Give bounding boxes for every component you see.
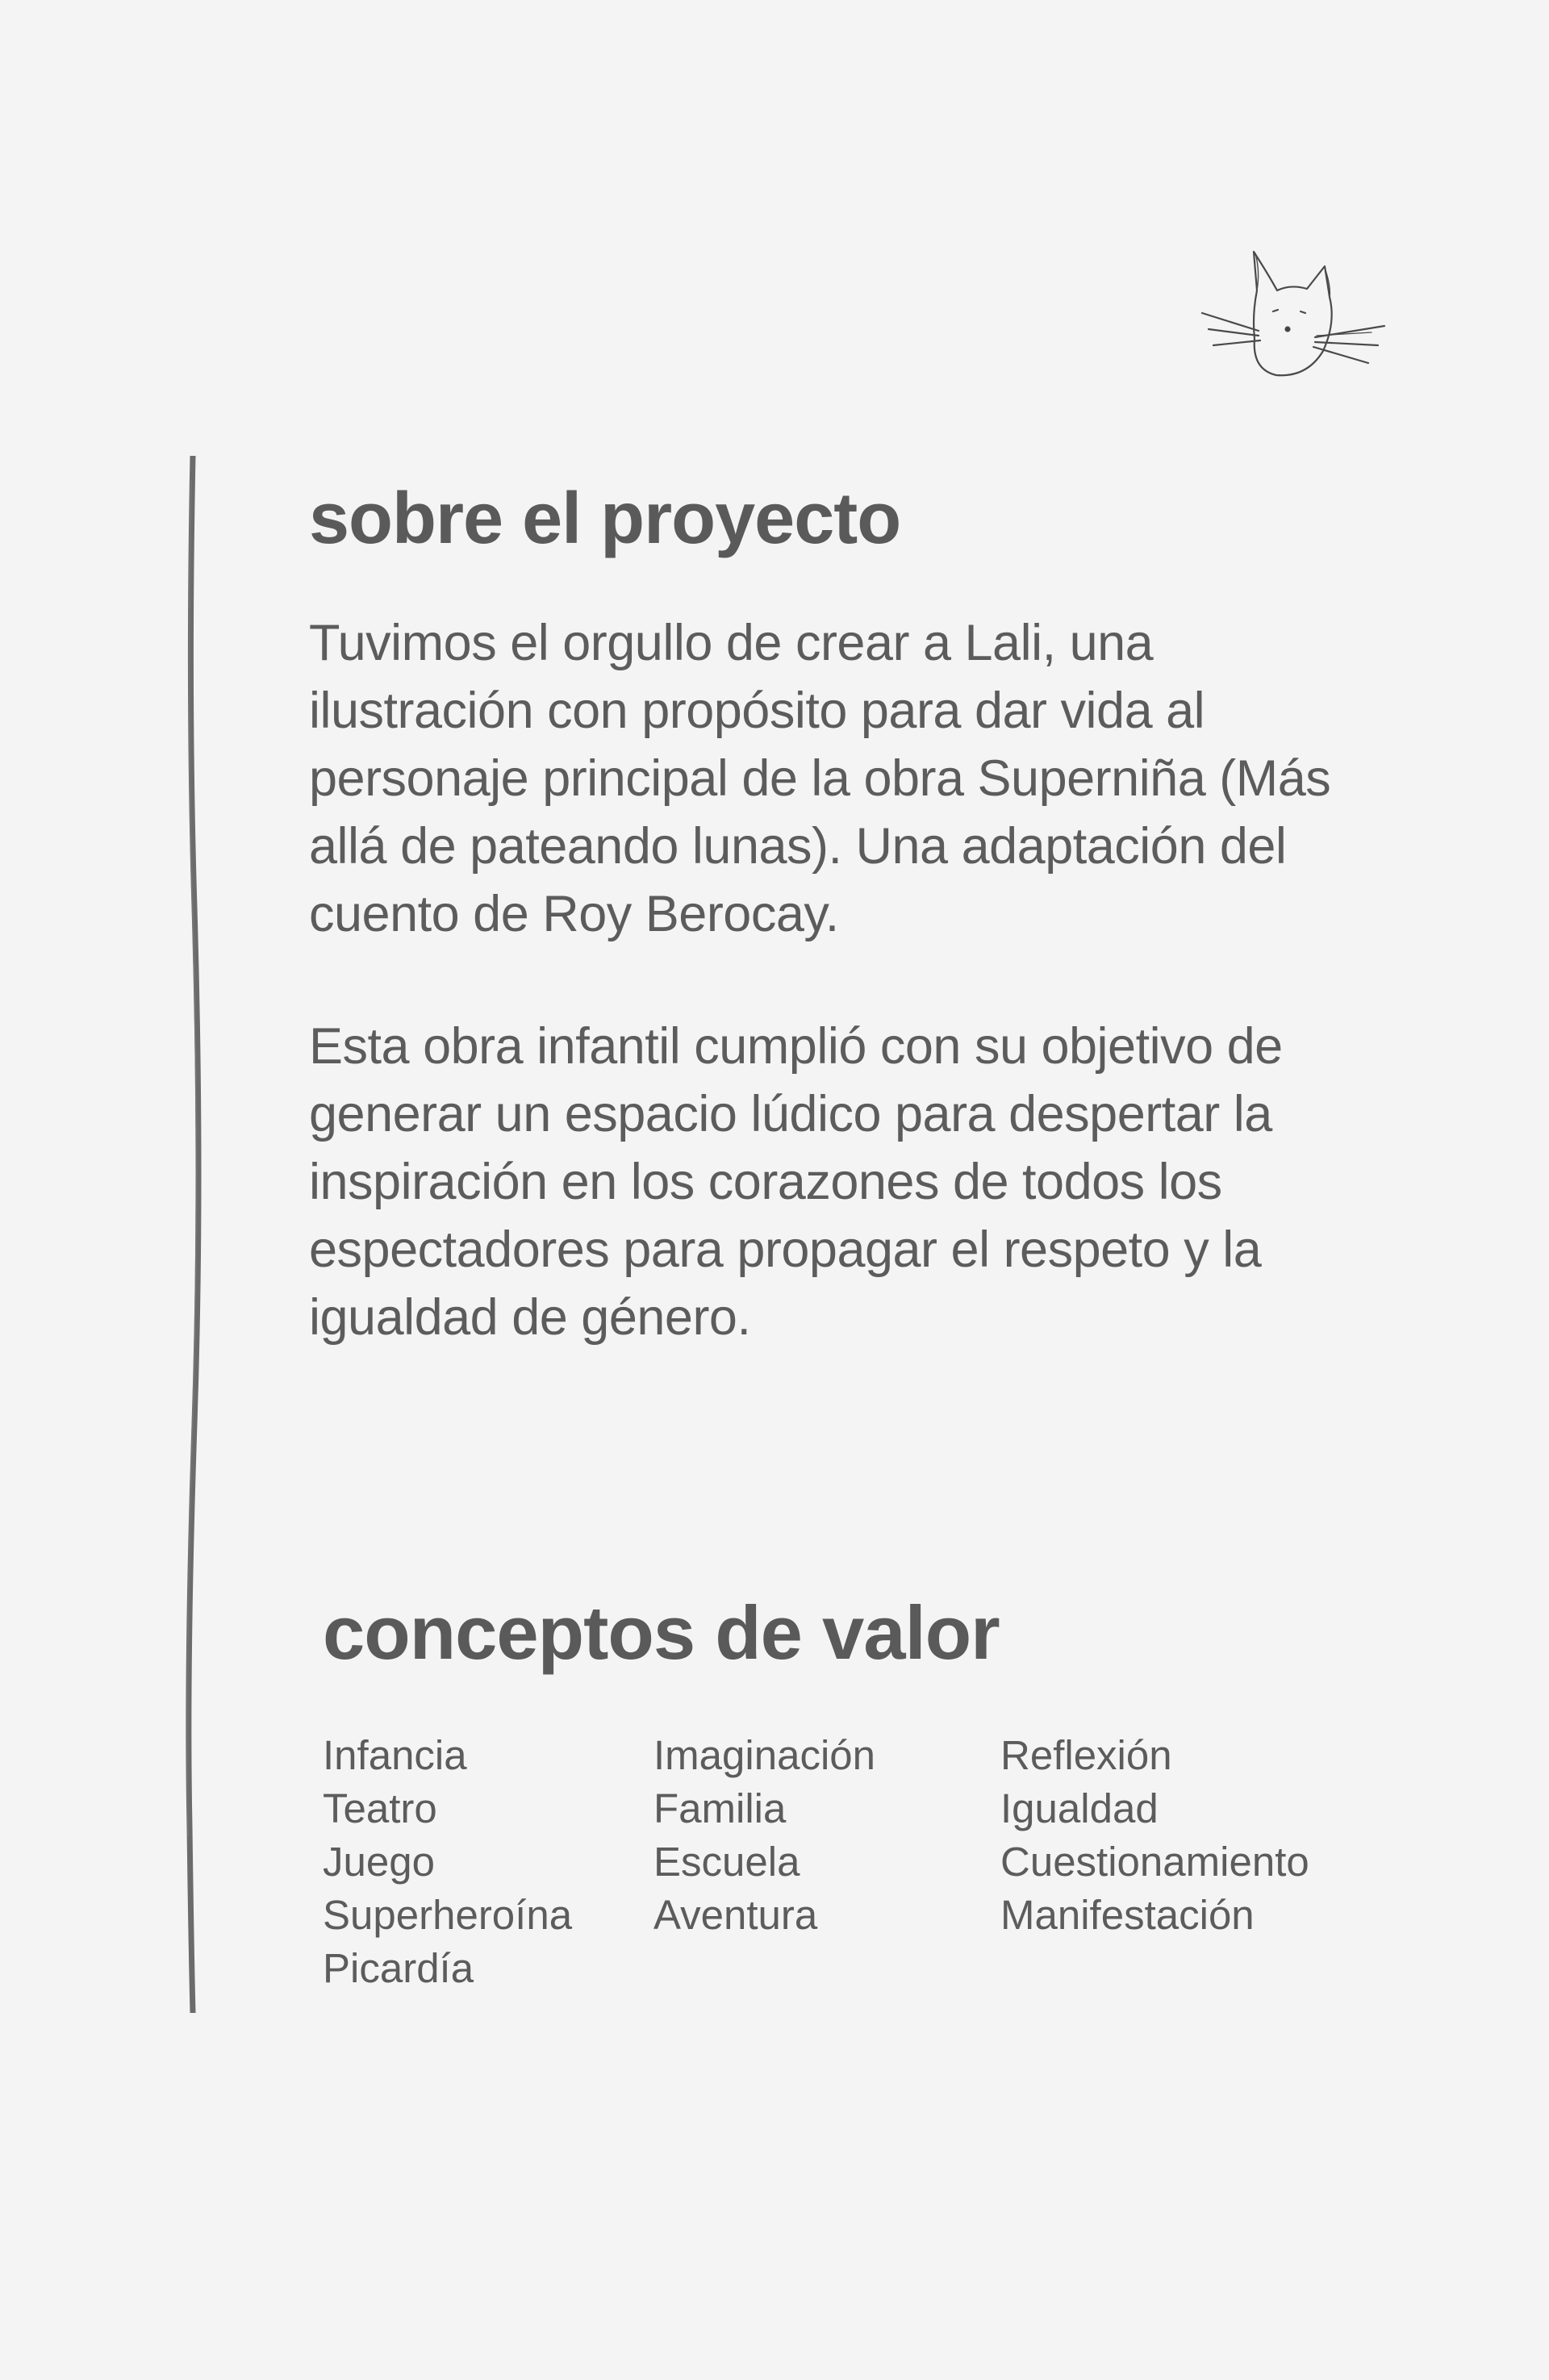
value-item: Teatro bbox=[323, 1785, 437, 1831]
value-item: Igualdad bbox=[1000, 1785, 1159, 1831]
value-item: Juego bbox=[323, 1839, 435, 1885]
value-item: Familia bbox=[653, 1785, 787, 1831]
about-paragraph-1: Tuvimos el orgullo de crear a Lali, una ilustración con propósito para dar vida al personaje principal de la obra Superniña (Más allá de pateando lunas). Una adaptación del cuento de Roy Berocay. bbox=[309, 615, 1331, 942]
value-item: Reflexión bbox=[1000, 1732, 1172, 1778]
value-item: Picardía bbox=[323, 1945, 474, 1991]
value-item: Aventura bbox=[653, 1892, 818, 1938]
value-item: Cuestionamiento bbox=[1000, 1839, 1309, 1885]
values-column-1 bbox=[323, 1729, 572, 1995]
values-heading: conceptos de valor bbox=[323, 1590, 1000, 1675]
values-column-3 bbox=[1000, 1729, 1309, 1942]
value-item: Superheroína bbox=[323, 1892, 573, 1938]
cat-doodle-icon bbox=[1194, 242, 1396, 420]
value-item: Imaginación bbox=[653, 1732, 875, 1778]
about-paragraph-2: Esta obra infantil cumplió con su objetivo de generar un espacio lúdico para despertar la inspiración en los corazones de todos los espectadores para propagar el respeto y la igualdad de género. bbox=[309, 1018, 1283, 1346]
about-heading: sobre el proyecto bbox=[309, 478, 901, 559]
value-item: Manifestación bbox=[1000, 1892, 1255, 1938]
decorative-vertical-line bbox=[173, 456, 206, 2013]
values-column-2 bbox=[653, 1729, 875, 1942]
value-item: Escuela bbox=[653, 1839, 800, 1885]
value-item: Infancia bbox=[323, 1732, 467, 1778]
